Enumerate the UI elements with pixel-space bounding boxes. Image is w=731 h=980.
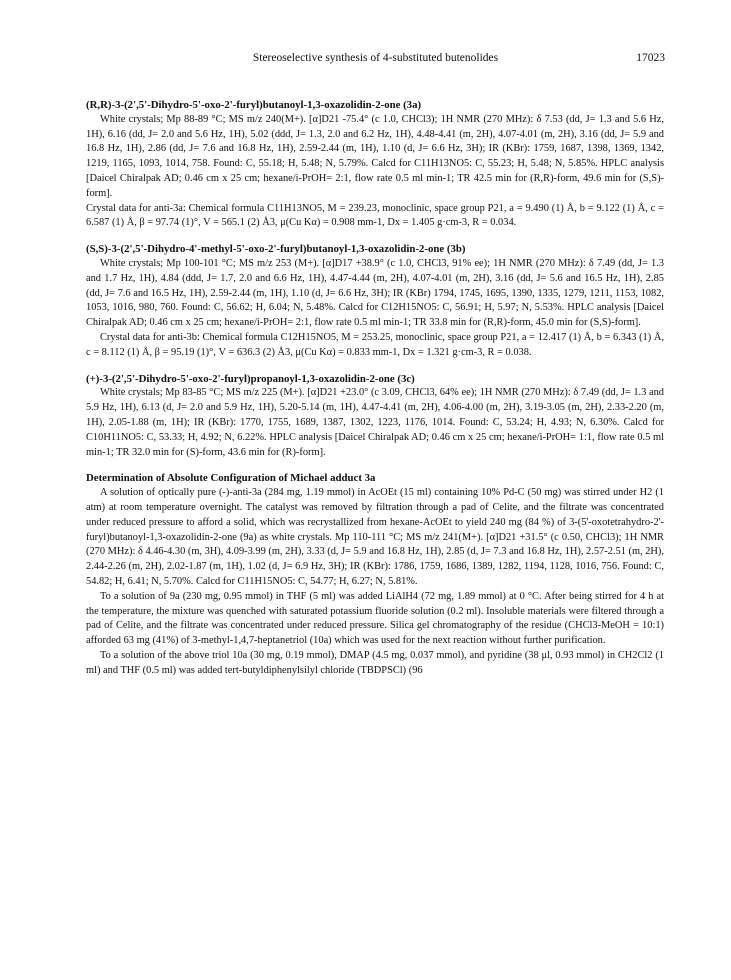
section-heading: (+)-3-(2',5'-Dihydro-5'-oxo-2'-furyl)propanoyl-1,3-oxazolidin-2-one (3c): [86, 372, 415, 385]
article-body: [86, 98, 664, 689]
section-heading: Determination of Absolute Configuration of Michael adduct 3a: [86, 472, 376, 485]
section-compound-3b: [86, 242, 664, 360]
running-header: [86, 52, 665, 68]
section-compound-3a: [86, 98, 664, 231]
procedure-paragraph: To a solution of the above triol 10a (30 mg, 0.19 mmol), DMAP (4.5 mg, 0.037 mmol), and pyridine (38 μl, 0.93 mmol) in CH2Cl2 (1 ml) and THF (0.5 ml) was added tert-butyldiphenylsilyl chloride (TBDPSCl) (96: [86, 649, 664, 676]
section-heading: (S,S)-3-(2',5'-Dihydro-4'-methyl-5'-oxo-2'-furyl)butanoyl-1,3-oxazolidin-2-one (3b): [86, 243, 466, 256]
characterization-paragraph: White crystals; Mp 100-101 °C; MS m/z 253 (M+). [α]D17 +38.9° (c 1.0, CHCl3, 91% ee); 1H NMR (270 MHz): δ 7.49 (dd, J= 1.3 and 1.7 Hz, 1H), 4.84 (ddd, J= 1.7, 2.0 and 6.6 Hz, 1H), 4.47-4.44 (m, 2H), 4.07-4.01 (m, 2H), 3.16 (dd, J= 5.6 and 16.5 Hz, 1H), 2.85 (dd, J= 7.6 and 16.5 Hz, 1H), 2.59-2.44 (m, 1H), 1.10 (d, J= 6.6 Hz, 3H); IR (KBr) 1794, 1745, 1695, 1390, 1335, 1279, 1211, 1153, 1082, 1053, 1016, 980, 760. Found: C, 56.62; H, 6.04; N, 5.48%. Calcd for C12H15NO5: C, 56.91; H, 5.97; N, 5.53%. HPLC analysis [Daicel Chiralpak AD; 0.46 cm x 25 cm; hexane/i-PrOH= 2:1, flow rate 0.5 ml min-1; TR 33.8 min for (R,R)-form, 45.0 min for (S,S)-form].: [86, 257, 664, 329]
page-number: 17023: [636, 52, 665, 64]
section-absolute-configuration: [86, 471, 664, 678]
section-heading: (R,R)-3-(2',5'-Dihydro-5'-oxo-2'-furyl)butanoyl-1,3-oxazolidin-2-one (3a): [86, 99, 422, 111]
characterization-paragraph: White crystals; Mp 88-89 °C; MS m/z 240(M+). [α]D21 -75.4° (c 1.0, CHCl3); 1H NMR (270 MHz): δ 7.53 (dd, J= 1.3 and 5.6 Hz, 1H), 6.16 (dd, J= 2.0 and 5.6 Hz, 1H), 5.02 (ddd, J= 1.3, 2.0 and 6.2 Hz, 1H), 4.48-4.41 (m, 2H), 4.07-4.01 (m, 2H), 3.16 (dd, J= 5.9 and 16.8 Hz, 1H), 2.86 (dd, J= 7.6 and 16.8 Hz, 1H), 2.59-2.44 (m, 1H), 1.10 (d, J= 6.6 Hz, 3H); IR (KBr): 1759, 1687, 1398, 1369, 1342, 1219, 1165, 1093, 1014, 758. Found: C, 55.18; H, 5.48; N, 5.79%. Calcd for C11H13NO5: C, 55.23; H, 5.48; N, 5.85%. HPLC analysis [Daicel Chiralpak AD; 0.46 cm x 25 cm; hexane/i-PrOH= 2:1, flow rate 0.5 ml min-1; TR 42.5 min for (R,R)-form, 49.6 min for (S,S)-form].: [86, 113, 664, 199]
procedure-paragraph: To a solution of 9a (230 mg, 0.95 mmol) in THF (5 ml) was added LiAlH4 (72 mg, 1.89 mmol) at 0 °C. After being stirred for 4 h at the temperature, the mixture was quenched with saturated potassium fluoride solution (0.2 ml). Insoluble materials were filtered through a pad of Celite, and the filtrate was concentrated under reduced pressure. Silica gel chromatography of the residue (CHCl3-MeOH = 10:1) afforded 63 mg (41%) of 3-methyl-1,4,7-heptanetriol (10a) which was used for the next reaction without further purification.: [86, 590, 664, 647]
section-compound-3c: [86, 372, 664, 461]
characterization-paragraph: White crystals; Mp 83-85 °C; MS m/z 225 (M+). [α]D21 +23.0° (c 3.09, CHCl3, 64% ee); 1H NMR (270 MHz): δ 7.49 (dd, J= 1.3 and 5.9 Hz, 1H), 6.13 (d, J= 2.0 and 5.9 Hz, 1H), 5.20-5.14 (m, 1H), 4.47-4.41 (m, 2H), 4.06-4.00 (m, 2H), 3.19-3.05 (m, 2H), 2.33-2.20 (m, 1H), 2.05-1.88 (m, 1H); IR (KBr): 1770, 1755, 1689, 1387, 1302, 1223, 1176, 1014. Found: C, 53.24; H, 4.93; N, 6.30%. Calcd for C10H11NO5: C, 53.33; H, 4.92; N, 6.22%. HPLC analysis [Daicel Chiralpak AD; 0.46 cm x 25 cm; hexane/i-PrOH= 1:1, flow rate 0.5 ml min-1; TR 32.0 min for (S)-form, 43.6 min for (R)-form].: [86, 387, 664, 458]
procedure-paragraph: A solution of optically pure (-)-anti-3a (284 mg, 1.19 mmol) in AcOEt (15 ml) containing 10% Pd-C (50 mg) was stirred under H2 (1 atm) at room temperature overnight. The catalyst was removed by filtration through a pad of Celite, and the filtrate was concentrated under reduced pressure to afford a solid, which was recrystallized from hexane-AcOEt to yield 240 mg (84 %) of 3-(5'-oxotetrahydro-2'-furyl)butanoyl-1,3-oxazolidin-2-one (9a) as white crystals. Mp 110-111 °C; MS m/z 241(M+). [α]D21 +31.5° (c 0.50, CHCl3); 1H NMR (270 MHz): δ 4.46-4.30 (m, 3H), 4.09-3.99 (m, 2H), 3.33 (d, J= 5.9 and 16.8 Hz, 1H), 2.85 (d, J= 7.3 and 16.8 Hz, 1H), 2.57-2.51 (m, 2H), 2.44-2.26 (m, 2H), 2.02-1.87 (m, 1H), 1.02 (d, J= 6.9 Hz, 3H); IR (KBr): 1786, 1759, 1686, 1389, 1282, 1194, 1128, 1016, 756. Found: C, 54.82; H, 6.41; N, 5.70%. Calcd for C11H15NO5: C, 54.77; H, 6.27; N, 5.81%.: [86, 487, 664, 587]
running-title: Stereoselective synthesis of 4-substituted butenolides: [252, 52, 499, 64]
crystal-data-paragraph: Crystal data for anti-3a: Chemical formula C11H13NO5, M = 239.23, monoclinic, space group P21, a = 9.490 (1) Å, b = 9.122 (1) Å, c = 6.587 (1) Å, β = 97.74 (1)°, V = 565.1 (2) Å3, μ(Cu Kα) = 0.908 mm-1, Dx = 1.405 g·cm-3, R = 0.034.: [86, 202, 664, 229]
crystal-data-paragraph: Crystal data for anti-3b: Chemical formula C12H15NO5, M = 253.25, monoclinic, space group P21, a = 12.417 (1) Å, b = 6.343 (1) Å, c = 8.112 (1) Å, β = 95.19 (1)°, V = 636.3 (2) Å3, μ(Cu Kα) = 0.833 mm-1, Dx = 1.321 g·cm-3, R = 0.038.: [86, 331, 664, 358]
